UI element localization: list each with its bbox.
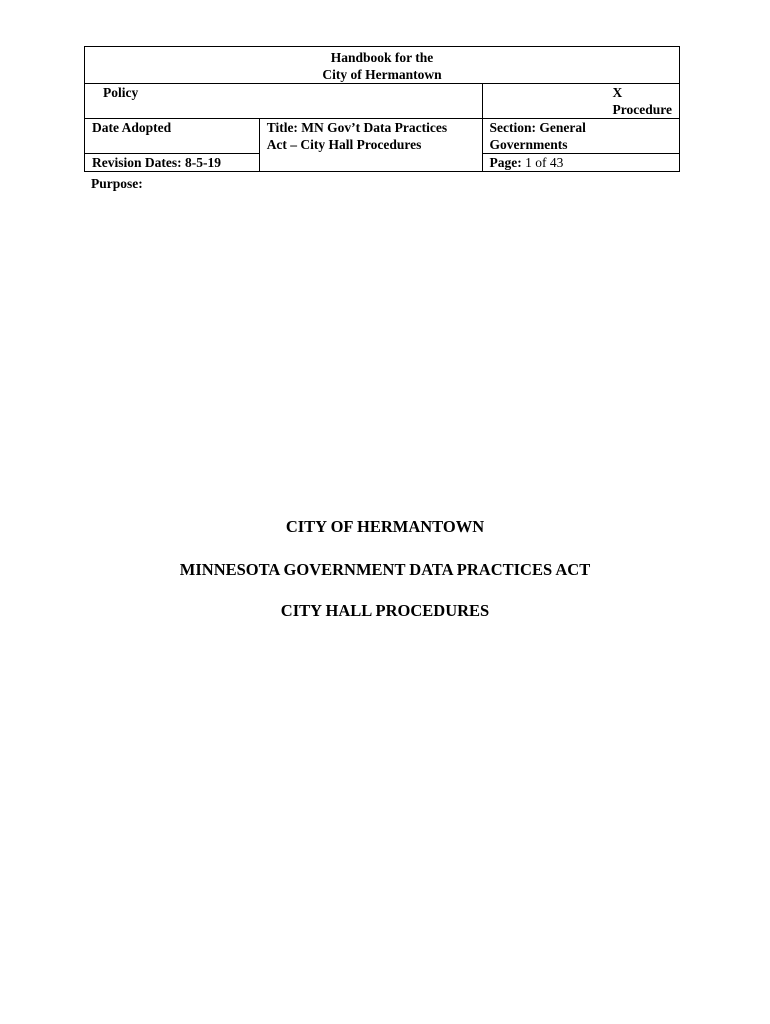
heading-procedures: CITY HALL PROCEDURES (280, 601, 490, 620)
page-label: Page: (489, 155, 522, 170)
page-cell (482, 154, 679, 172)
section-line1: Section: General (489, 120, 586, 135)
policy-label: Policy (103, 85, 139, 100)
title-cell (259, 119, 482, 172)
page-value: 1 of 43 (521, 155, 564, 170)
header-table (84, 46, 680, 172)
revision-dates-label: Revision Dates: 8-5-19 (92, 155, 221, 170)
heading-act: MINNESOTA GOVERNMENT DATA PRACTICES ACT (179, 560, 591, 579)
handbook-title-cell (85, 47, 680, 84)
date-adopted-label: Date Adopted (92, 120, 172, 135)
handbook-title-line2: City of Hermantown (322, 67, 442, 82)
purpose-label: Purpose: (91, 176, 143, 191)
document-title-line1: Title: MN Gov’t Data Practices (266, 120, 448, 135)
section-cell (482, 119, 679, 154)
heading-city: CITY OF HERMANTOWN (285, 517, 485, 536)
handbook-title-line1: Handbook for the (330, 50, 434, 65)
policy-cell (85, 84, 483, 119)
document-title-line2: Act – City Hall Procedures (266, 137, 422, 152)
procedure-label: X Procedure (612, 85, 672, 117)
procedure-cell (482, 84, 679, 119)
date-adopted-cell (85, 119, 260, 154)
section-line2: Governments (489, 137, 568, 152)
revision-dates-cell (85, 154, 260, 172)
